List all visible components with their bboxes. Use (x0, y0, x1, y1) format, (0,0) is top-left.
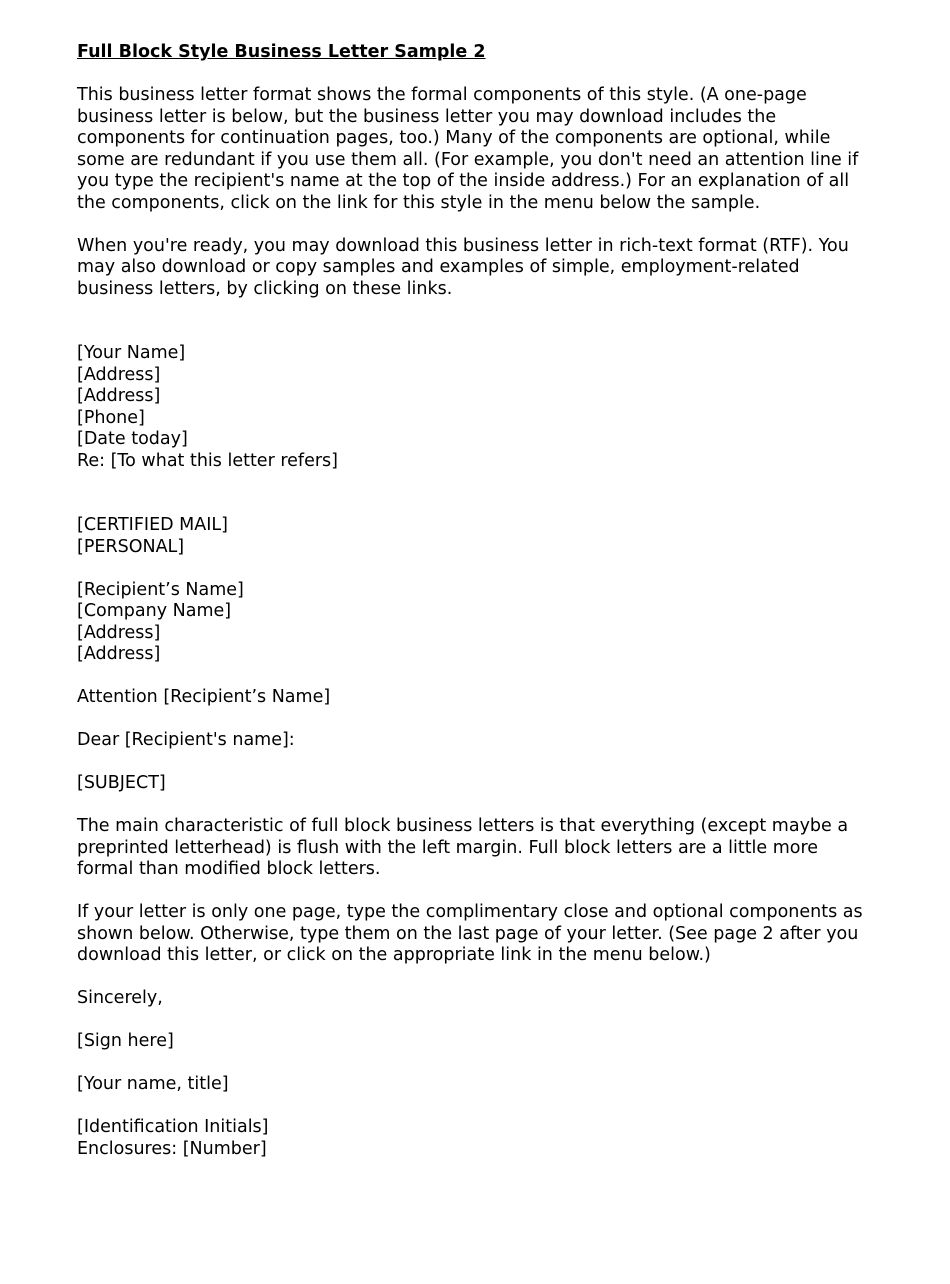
document-title: Full Block Style Business Letter Sample 2 (77, 42, 486, 62)
intro-paragraph-1: This business letter format shows the formal components of this style. (A one-page business letter is below, but the business letter you may download includes the components for continuation pages, too.) Many of the components are optional, while some are redundant if you use them all. (For example, you don't need an attention line if you type the recipient's name at the top of the inside address.) For an explanation of all the components, click on the link for this style in the menu below the sample. (77, 85, 859, 213)
notations-block (77, 515, 877, 558)
enclosures-notation: Enclosures: [Number] (77, 1138, 267, 1159)
letter-page (77, 42, 877, 1182)
spacer (77, 494, 877, 516)
attention-line: Attention [Recipient’s Name] (77, 687, 331, 707)
body-paragraph-2: If your letter is only one page, type the complimentary close and optional components as shown below. Otherwise, type them on the last page of your letter. (See page 2 after you download this letter, or click on the appropriate link in the menu below.) (77, 902, 863, 965)
sender-phone: [Phone] (77, 407, 145, 428)
intro-paragraph-2: When you're ready, you may download this business letter in rich-text format (RTF). You may also download or copy samples and examples of simple, employment-related business letters, by clicking on these links. (77, 235, 849, 299)
inside-address (77, 580, 877, 666)
body-paragraph-1: The main characteristic of full block business letters is that everything (except maybe a preprinted letterhead) is flush with the left margin. Full block letters are a little more formal than modified block letters. (77, 816, 849, 879)
personal-notation: [PERSONAL] (77, 536, 185, 557)
salutation: Dear [Recipient's name]: (77, 730, 295, 750)
recipient-name: [Recipient’s Name] (77, 579, 244, 600)
complimentary-close: Sincerely, (77, 988, 163, 1008)
letter-date: [Date today] (77, 429, 188, 449)
recipient-address-2: [Address] (77, 644, 161, 664)
sender-address-2: [Address] (77, 386, 161, 406)
signer-name-title: [Your name, title] (77, 1074, 229, 1094)
identification-initials: [Identification Initials] (77, 1117, 269, 1137)
sender-address-1: [Address] (77, 364, 161, 385)
recipient-address-1: [Address] (77, 622, 161, 643)
sender-name: [Your Name] (77, 343, 186, 363)
sender-block (77, 343, 877, 472)
recipient-company: [Company Name] (77, 601, 232, 621)
mail-notation: [CERTIFIED MAIL] (77, 515, 228, 535)
reference-line: Re: [To what this letter refers] (77, 450, 338, 471)
signature-placeholder: [Sign here] (77, 1031, 174, 1051)
subject-line: [SUBJECT] (77, 773, 166, 793)
closing-notations (77, 1117, 877, 1160)
spacer (77, 322, 877, 344)
